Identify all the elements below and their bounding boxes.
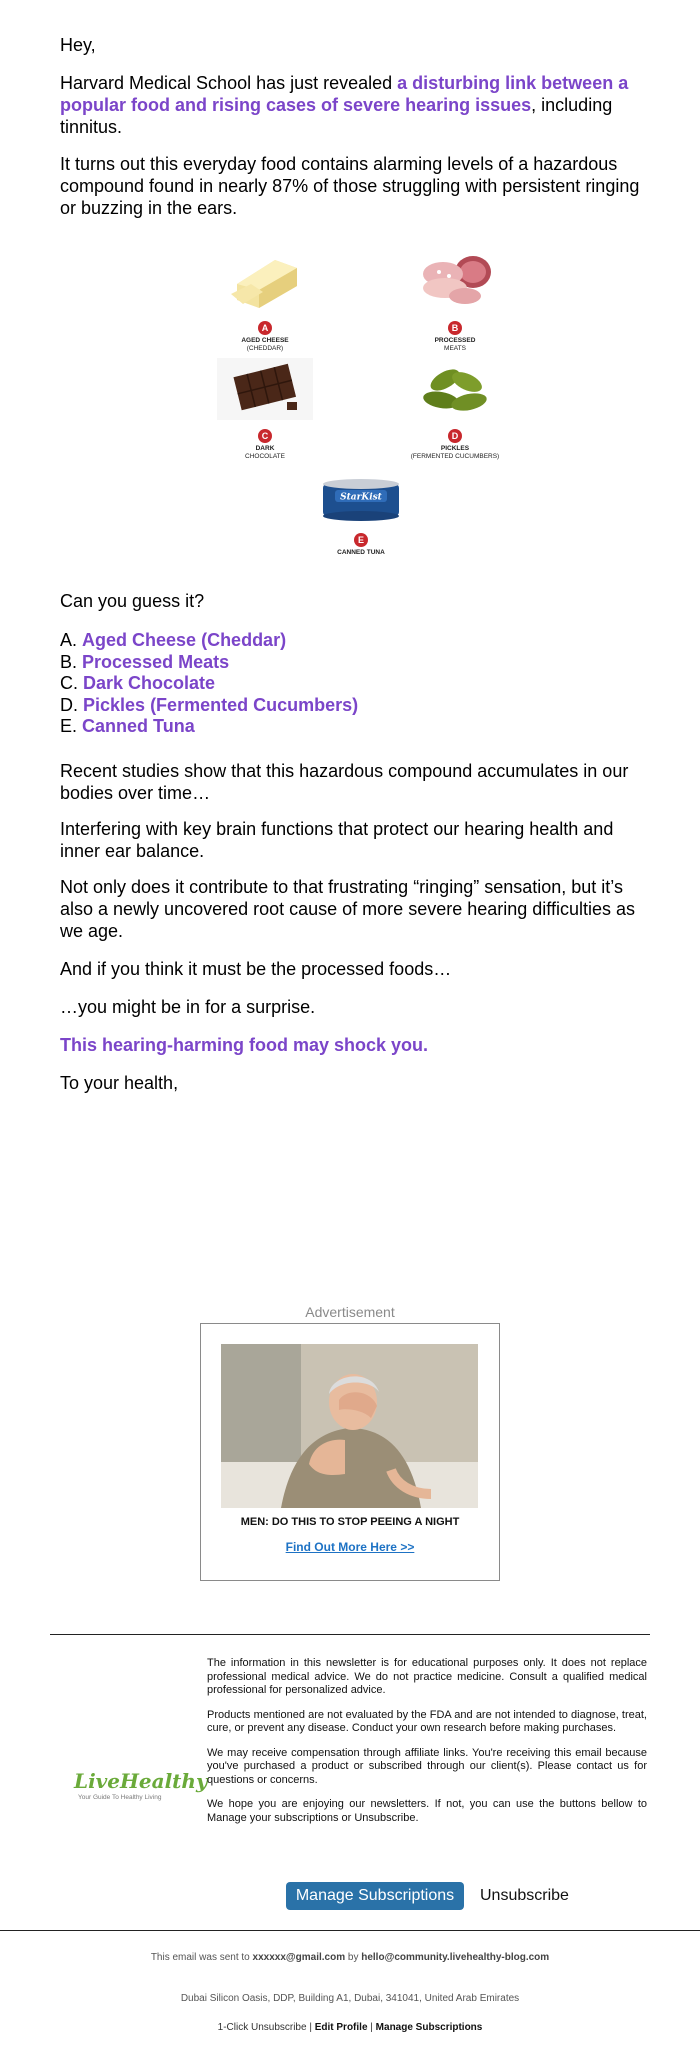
option-c-link[interactable]: Dark Chocolate — [83, 673, 216, 693]
intro-lead: Harvard Medical School has just revealed — [60, 73, 398, 93]
option-b-link[interactable]: Processed Meats — [82, 651, 230, 672]
option-d-link[interactable]: Pickles (Fermented Cucumbers) — [83, 694, 359, 715]
option-b — [60, 652, 358, 674]
disclaimer-paragraph: Products mentioned are not evaluated by the FDA and are not intended to diagnose, treat, cure, or prevent any disease. Conduct your own research before making purchases. — [207, 1708, 647, 1734]
cta-paragraph — [60, 1034, 640, 1056]
intro-tail: , including tinnitus. — [60, 95, 613, 137]
cheese-icon — [227, 250, 303, 312]
options-list — [60, 630, 358, 738]
divider — [50, 1634, 650, 1635]
ad-find-out-link[interactable]: Find Out More Here >> — [285, 1540, 415, 1554]
tuna-can-icon — [321, 476, 401, 524]
ringing-paragraph: Not only does it contribute to that frustrating “ringing” sensation, but it’s also a newly uncovered root cause of more severe hearing difficulties as we age. — [60, 877, 635, 941]
option-a — [60, 630, 358, 652]
food-item-cheese — [205, 250, 325, 353]
option-letter: C. — [60, 673, 78, 693]
option-letter: E. — [60, 716, 78, 736]
meats-icon — [415, 248, 495, 312]
foods-image[interactable] — [195, 240, 525, 560]
ad-label: Advertisement — [305, 1304, 395, 1320]
ad-box[interactable] — [200, 1323, 500, 1581]
man-headache-image — [221, 1344, 478, 1508]
intro-highlight-link[interactable]: a disturbing link between a popular food and rising cases of severe hearing issues — [60, 73, 629, 115]
option-e-link[interactable]: Canned Tuna — [82, 716, 195, 736]
sent-by: by — [345, 1952, 362, 1963]
footer-divider — [0, 1930, 700, 1931]
ad-headline: MEN: DO THIS TO STOP PEEING A NIGHT — [240, 1516, 460, 1528]
option-letter: B. — [60, 651, 78, 672]
option-d — [60, 695, 358, 717]
option-e — [60, 716, 358, 738]
ad-photo[interactable] — [221, 1344, 478, 1508]
food-item-pickles — [395, 358, 515, 461]
disclaimer-paragraph: The information in this newsletter is for educational purposes only. It does not replace professional medical advice. We do not practice medicine. Consult a qualified medical professional for personalized advice. — [207, 1657, 647, 1696]
studies-paragraph: Recent studies show that this hazardous compound accumulates in our bodies over time… — [60, 761, 629, 803]
food-label: CANNED TUNA — [337, 549, 385, 556]
sent-to-line — [150, 1952, 550, 1964]
one-click-unsubscribe-link[interactable]: 1-Click Unsubscribe — [217, 2022, 307, 2033]
option-badge-e: E — [354, 533, 368, 547]
processed-paragraph: And if you think it must be the processed foods… — [60, 959, 452, 979]
option-badge-c: C — [258, 429, 272, 443]
food-sublabel: (CHEDDAR) — [246, 345, 284, 352]
sent-prefix: This email was sent to — [150, 1952, 253, 1963]
cta-link[interactable]: This hearing-harming food may shock you. — [60, 1035, 429, 1055]
food-item-meats — [395, 248, 515, 353]
interfering-paragraph: Interfering with key brain functions that protect our hearing health and inner ear balance. — [60, 819, 614, 861]
footer-separator: | — [367, 2022, 376, 2033]
surprise-paragraph: …you might be in for a surprise. — [60, 997, 316, 1017]
food-sublabel: MEATS — [444, 345, 466, 352]
option-badge-b: B — [448, 321, 462, 335]
food-label: PROCESSED — [434, 337, 476, 344]
food-label: DARK — [255, 445, 275, 452]
food-label: PICKLES — [440, 445, 470, 452]
signoff: To your health, — [60, 1073, 179, 1093]
tuna-brand: StarKist — [340, 492, 382, 503]
manage-subscriptions-button[interactable]: Manage Subscriptions — [286, 1882, 464, 1910]
disclaimer-paragraph: We may receive compensation through affiliate links. You're receiving this email because you've purchased a product or subscribed through our client(s). Please contact us for questions or concerns. — [207, 1746, 647, 1786]
logo-tagline: Your Guide To Healthy Living — [78, 1794, 162, 1801]
food-item-tuna — [301, 476, 421, 557]
sender-email: hello@community.livehealthy-blog.com — [361, 1952, 550, 1963]
chocolate-icon — [217, 358, 313, 420]
livehealthy-logo[interactable] — [70, 1766, 208, 1806]
food-label: AGED CHEESE — [241, 337, 289, 344]
food-item-chocolate — [205, 358, 325, 461]
edit-profile-link[interactable]: Edit Profile — [314, 2022, 368, 2033]
food-sublabel: CHOCOLATE — [245, 453, 285, 460]
compound-paragraph: It turns out this everyday food contains alarming levels of a hazardous compound found in nearly 87% of those struggling with persistent ringing or buzzing in the ears. — [60, 154, 640, 218]
postal-address: Dubai Silicon Oasis, DDP, Building A1, Dubai, 341041, United Arab Emirates — [180, 1993, 520, 2004]
option-a-link[interactable]: Aged Cheese (Cheddar) — [82, 630, 287, 650]
greeting: Hey, — [60, 35, 96, 55]
pickles-icon — [415, 358, 495, 420]
question: Can you guess it? — [60, 591, 205, 611]
footer-manage-subscriptions-link[interactable]: Manage Subscriptions — [375, 2022, 483, 2033]
disclaimer — [207, 1657, 647, 1836]
footer-separator: | — [306, 2022, 315, 2033]
recipient-email: xxxxxx@gmail.com — [252, 1952, 346, 1963]
option-letter: D. — [60, 694, 78, 715]
footer-links — [150, 2022, 550, 2034]
food-sublabel: (FERMENTED CUCUMBERS) — [410, 453, 500, 460]
option-badge-d: D — [448, 429, 462, 443]
logo-name: LiveHealthy — [74, 1769, 208, 1793]
option-badge-a: A — [258, 321, 272, 335]
option-c — [60, 673, 358, 695]
unsubscribe-button[interactable]: Unsubscribe — [472, 1882, 592, 1910]
intro-paragraph — [60, 72, 640, 138]
option-letter: A. — [60, 630, 78, 650]
disclaimer-paragraph: We hope you are enjoying our newsletters. If not, you can use the buttons bellow to Manage your subscriptions or Unsubscribe. — [207, 1798, 647, 1824]
